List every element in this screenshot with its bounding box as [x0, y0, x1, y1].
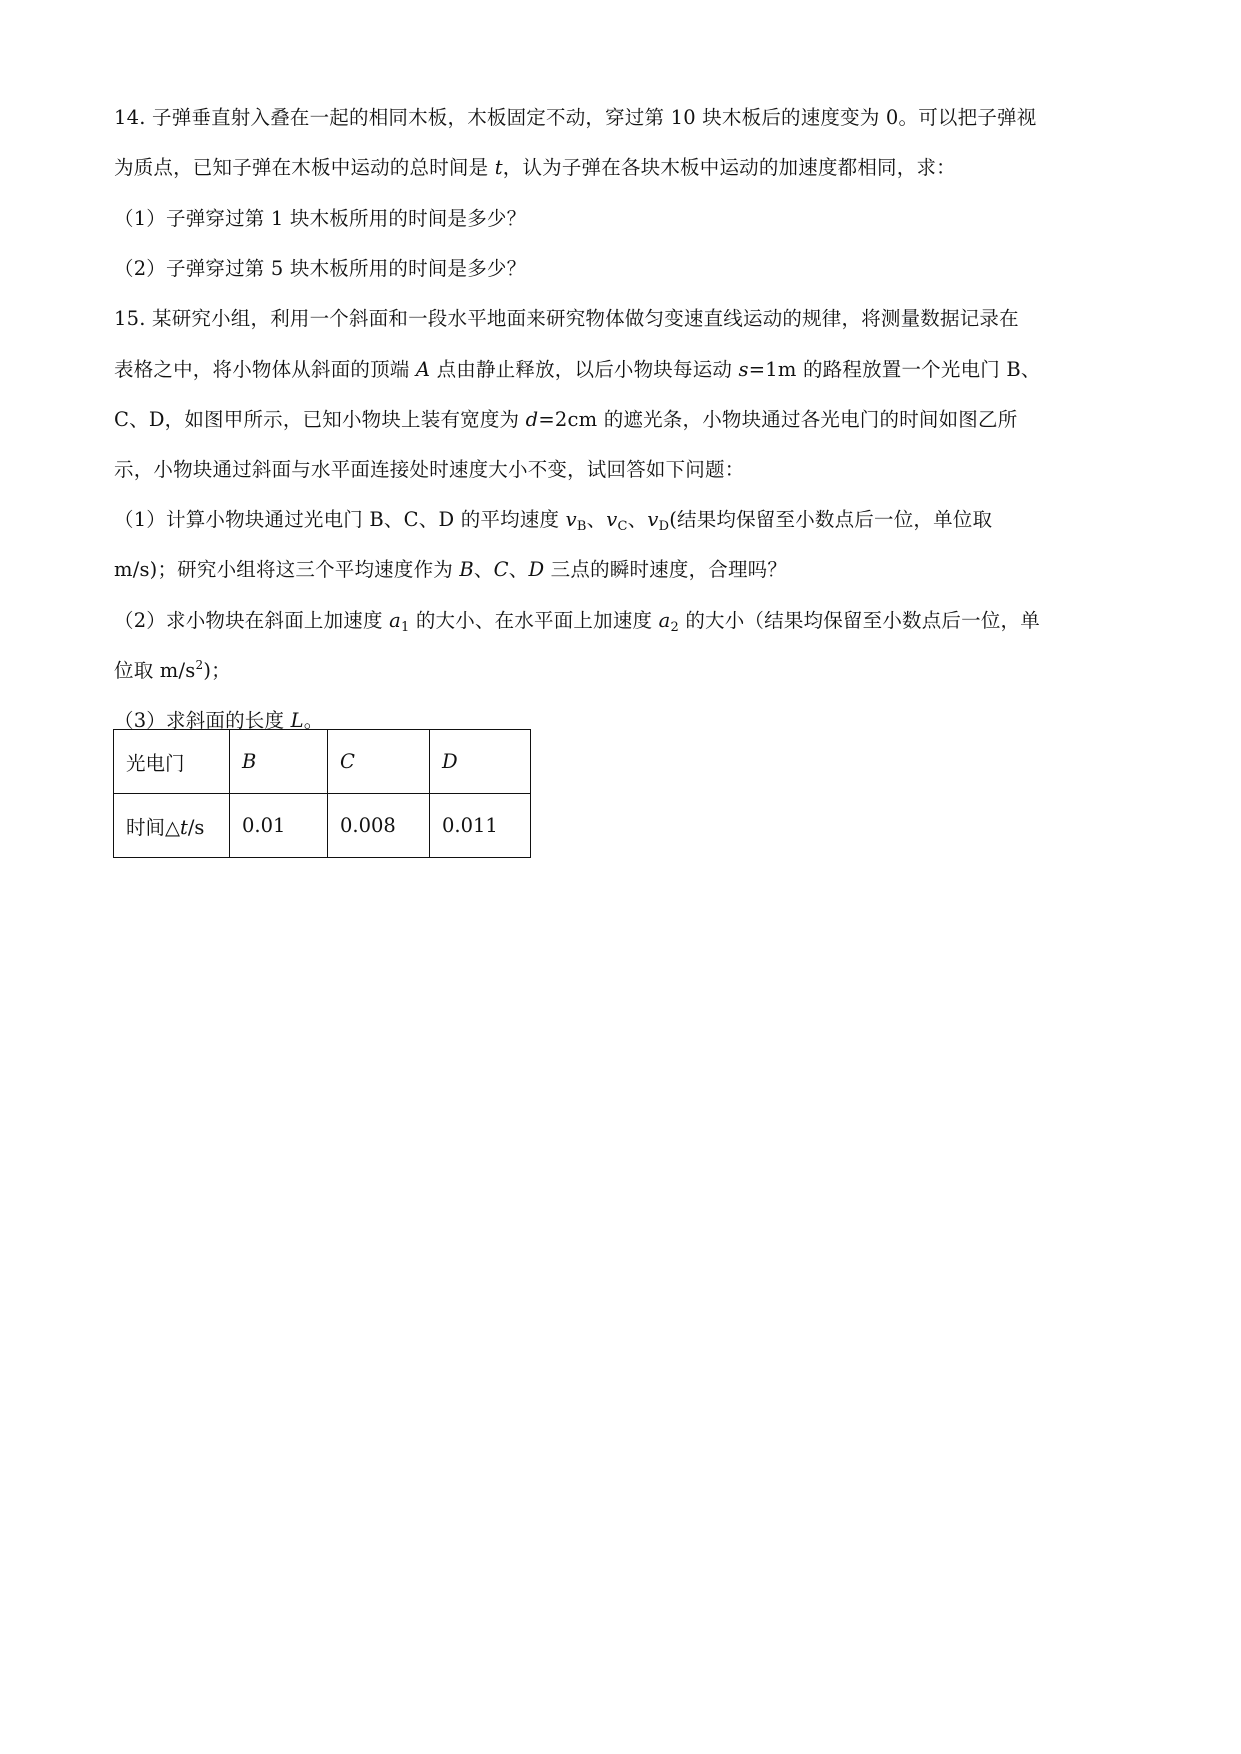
q15-accel-a1: a: [389, 609, 401, 632]
table-header-cell: B: [230, 730, 328, 794]
separator: 、: [627, 508, 648, 531]
q14-sub1-text: （1）子弹穿过第 1 块木板所用的时间是多少？: [114, 207, 527, 230]
table-cell: 0.008: [328, 794, 430, 858]
photogate-time-table: [113, 729, 531, 858]
q15-line-3: [114, 407, 1017, 433]
q15-sub2-text-b: 的大小、在水平面上加速度: [409, 609, 659, 632]
q15-subquestion-1: [114, 507, 992, 533]
q14-text-2b: ，认为子弹在各块木板中运动的加速度都相同，求：: [502, 156, 956, 179]
separator: 、: [508, 558, 529, 581]
q15-line-4: [114, 457, 744, 483]
q15-line-1: [114, 306, 1019, 332]
table-row-label: [114, 794, 230, 858]
q14-text-2a: 为质点，已知子弹在木板中运动的总时间是: [114, 156, 495, 179]
q15-point-C: C: [493, 558, 509, 581]
q15-text-2a: 表格之中，将小物体从斜面的顶端: [114, 358, 416, 381]
q15-sub2-line2-b: )；: [203, 659, 231, 682]
q14-variable-t: t: [494, 156, 503, 179]
q15-accel-a2: a: [658, 609, 671, 632]
q15-sub-2: 2: [670, 620, 679, 635]
separator: 、: [586, 508, 607, 531]
q15-text-3b: =2cm 的遮光条，小物块通过各光电门的时间如图乙所: [538, 408, 1018, 431]
q14-subquestion-1: [114, 206, 526, 232]
q15-sub1-line2-a: m/s)；研究小组将这三个平均速度作为: [114, 558, 460, 581]
table-header-cell: C: [328, 730, 430, 794]
table-header-row: [114, 730, 531, 794]
q15-text-1: 15. 某研究小组，利用一个斜面和一段水平地面来研究物体做匀变速直线运动的规律，将测量数据记录在: [114, 307, 1019, 330]
q15-point-B: B: [459, 558, 474, 581]
q15-sub1-text-b: (结果均保留至小数点后一位，单位取: [669, 508, 993, 531]
q15-text-2c: =1m 的路程放置一个光电门 B、: [748, 358, 1041, 381]
q14-line-2: [114, 155, 956, 181]
q15-subquestion-1-cont: [114, 557, 787, 583]
row-label-variable-t: t: [180, 815, 188, 839]
q15-sub3-text-b: 。: [303, 709, 324, 732]
q15-variable-s: s: [738, 358, 749, 381]
row-label-text: 时间△: [126, 815, 180, 839]
q15-sub-D: D: [658, 519, 670, 534]
q15-sub1-text-a: （1）计算小物块通过光电门 B、C、D 的平均速度: [114, 508, 566, 531]
q15-velocity-vD: v: [647, 508, 659, 531]
table-header-cell: D: [430, 730, 531, 794]
q15-text-4: 示，小物块通过斜面与水平面连接处时速度大小不变，试回答如下问题：: [114, 458, 745, 481]
table-cell: 0.011: [430, 794, 531, 858]
q14-sub2-text: （2）子弹穿过第 5 块木板所用的时间是多少？: [114, 257, 527, 280]
separator: 、: [473, 558, 494, 581]
q15-velocity-vC: v: [606, 508, 618, 531]
q15-sub3-text-a: （3）求斜面的长度: [114, 709, 291, 732]
q15-sub-C: C: [617, 519, 628, 534]
q15-point-D: D: [528, 558, 545, 581]
table-header-cell: 光电门: [114, 730, 230, 794]
q15-variable-L: L: [290, 709, 304, 732]
table-row: [114, 794, 531, 858]
q15-sub-1: 1: [400, 620, 410, 635]
row-label-unit: /s: [187, 815, 205, 839]
q15-sub1-line2-b: 三点的瞬时速度，合理吗？: [544, 558, 788, 581]
q14-line-1: [114, 105, 1036, 131]
q15-sub-B: B: [576, 519, 587, 534]
q14-text-1: 14. 子弹垂直射入叠在一起的相同木板，木板固定不动，穿过第 10 块木板后的速度变为 0。可以把子弹视: [114, 106, 1037, 129]
q15-line-2: [114, 357, 1041, 383]
q15-subquestion-2-cont: [114, 658, 231, 684]
q15-sub2-text-a: （2）求小物块在斜面上加速度: [114, 609, 390, 632]
q15-point-A: A: [415, 358, 431, 381]
q15-variable-d: d: [525, 408, 539, 431]
q15-velocity-vB: v: [565, 508, 577, 531]
q15-sub2-line2-a: 位取 m/s: [114, 659, 196, 682]
q15-superscript-2: 2: [195, 658, 204, 672]
q15-sub2-text-c: 的大小（结果均保留至小数点后一位，单: [678, 609, 1040, 632]
q15-subquestion-2: [114, 608, 1040, 634]
table-cell: 0.01: [230, 794, 328, 858]
q14-subquestion-2: [114, 256, 526, 282]
q15-text-2b: 点由静止释放，以后小物块每运动: [430, 358, 739, 381]
q15-text-3a: C、D，如图甲所示，已知小物块上装有宽度为: [114, 408, 526, 431]
